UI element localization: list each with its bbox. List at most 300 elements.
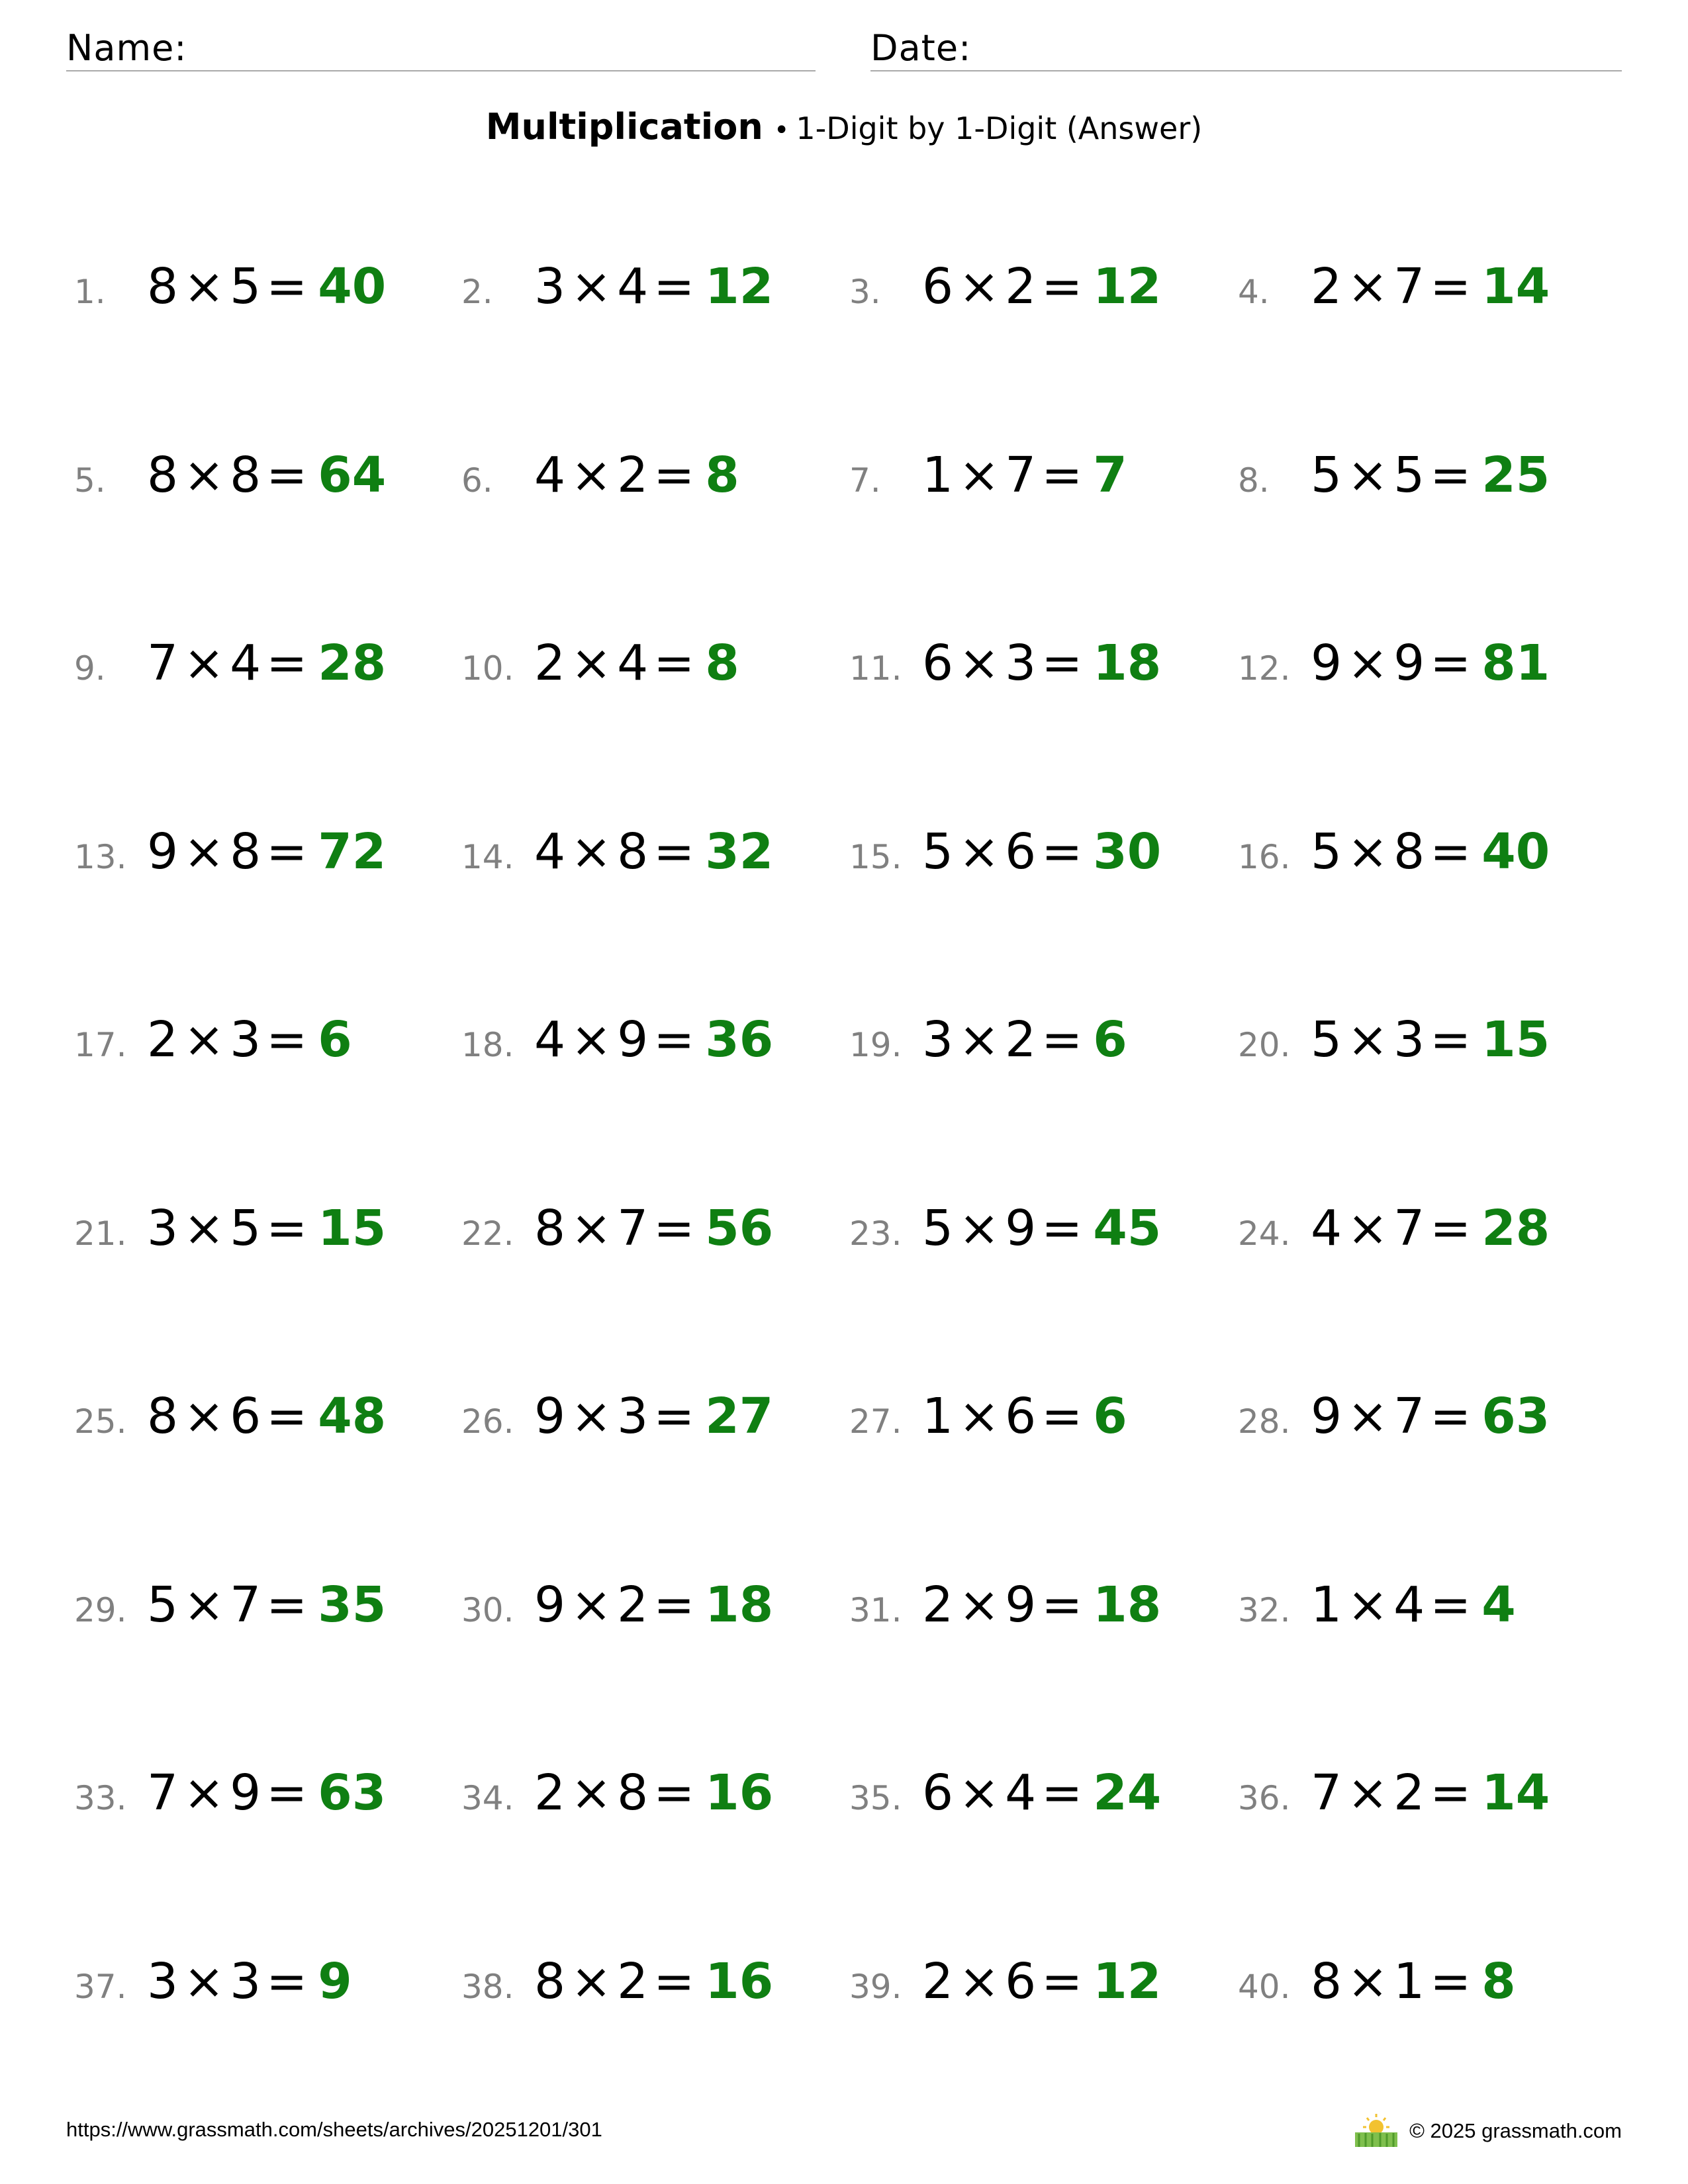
equals-sign: = xyxy=(1430,1011,1472,1068)
problem-item xyxy=(461,1953,773,2019)
problem-expression xyxy=(147,1388,312,1445)
times-sign: × xyxy=(959,258,1000,315)
problem-number: 27. xyxy=(849,1402,902,1441)
times-sign: × xyxy=(959,1576,1000,1633)
problem-number: 36. xyxy=(1238,1779,1291,1817)
factor-b: 9 xyxy=(1393,635,1425,692)
times-sign: × xyxy=(571,1200,612,1257)
worksheet-title xyxy=(0,106,1688,148)
problem-expression xyxy=(922,1388,1088,1445)
problem-expression xyxy=(1311,1200,1476,1257)
factor-b: 8 xyxy=(617,823,649,880)
factor-b: 2 xyxy=(1393,1764,1425,1821)
problem-item xyxy=(849,1200,1161,1266)
factor-a: 8 xyxy=(534,1953,566,2010)
equals-sign: = xyxy=(266,635,308,692)
problem-number: 6. xyxy=(461,461,493,500)
problem-expression xyxy=(147,258,312,315)
factor-b: 7 xyxy=(1393,258,1425,315)
equals-sign: = xyxy=(1041,1576,1083,1633)
factor-a: 8 xyxy=(147,1388,179,1445)
answer: 63 xyxy=(318,1764,387,1821)
factor-a: 5 xyxy=(1311,447,1342,504)
problem-item xyxy=(849,1388,1127,1454)
problem-expression xyxy=(922,823,1088,880)
problem-item xyxy=(74,823,386,889)
equals-sign: = xyxy=(1430,1953,1472,2010)
problem-number: 10. xyxy=(461,649,514,688)
problem-expression xyxy=(1311,1011,1476,1068)
factor-b: 6 xyxy=(1005,823,1037,880)
factor-a: 9 xyxy=(147,823,179,880)
times-sign: × xyxy=(183,258,225,315)
problem-expression xyxy=(1311,1576,1476,1633)
problem-expression xyxy=(922,1200,1088,1257)
problem-item xyxy=(461,1200,773,1266)
problem-item xyxy=(1238,1388,1550,1454)
factor-a: 5 xyxy=(1311,823,1342,880)
problem-number: 15. xyxy=(849,838,902,876)
factor-b: 7 xyxy=(230,1576,261,1633)
answer: 6 xyxy=(318,1011,352,1068)
answer: 12 xyxy=(1093,1953,1162,2010)
problem-item xyxy=(461,1576,773,1643)
problem-expression xyxy=(534,1953,700,2010)
factor-b: 9 xyxy=(617,1011,649,1068)
problem-number: 12. xyxy=(1238,649,1291,688)
equals-sign: = xyxy=(1041,258,1083,315)
problem-expression xyxy=(534,1388,700,1445)
factor-a: 8 xyxy=(534,1200,566,1257)
equals-sign: = xyxy=(1430,1388,1472,1445)
factor-a: 7 xyxy=(1311,1764,1342,1821)
equals-sign: = xyxy=(1041,1764,1083,1821)
equals-sign: = xyxy=(266,1011,308,1068)
problem-expression xyxy=(534,823,700,880)
answer: 16 xyxy=(705,1764,774,1821)
problem-number: 29. xyxy=(74,1591,127,1629)
factor-a: 5 xyxy=(922,823,954,880)
answer: 35 xyxy=(318,1576,387,1633)
answer: 36 xyxy=(705,1011,774,1068)
date-field[interactable] xyxy=(870,24,1622,71)
problem-expression xyxy=(147,635,312,692)
equals-sign: = xyxy=(1041,823,1083,880)
times-sign: × xyxy=(1347,447,1389,504)
answer: 12 xyxy=(1093,258,1162,315)
problem-number: 34. xyxy=(461,1779,514,1817)
factor-b: 2 xyxy=(617,1953,649,2010)
problem-expression xyxy=(1311,823,1476,880)
times-sign: × xyxy=(959,1388,1000,1445)
times-sign: × xyxy=(183,1953,225,2010)
factor-b: 6 xyxy=(1005,1388,1037,1445)
equals-sign: = xyxy=(653,635,695,692)
equals-sign: = xyxy=(266,447,308,504)
problem-item xyxy=(461,1011,773,1077)
equals-sign: = xyxy=(653,1953,695,2010)
equals-sign: = xyxy=(1430,823,1472,880)
factor-a: 3 xyxy=(147,1200,179,1257)
answer: 8 xyxy=(1481,1953,1516,2010)
factor-b: 3 xyxy=(1005,635,1037,692)
problem-item xyxy=(74,1200,386,1266)
times-sign: × xyxy=(183,1388,225,1445)
problem-item xyxy=(74,1011,352,1077)
problem-item xyxy=(1238,1576,1516,1643)
factor-a: 1 xyxy=(922,447,954,504)
factor-a: 2 xyxy=(534,1764,566,1821)
factor-b: 4 xyxy=(617,258,649,315)
answer: 48 xyxy=(318,1388,387,1445)
problem-item xyxy=(74,1764,386,1831)
factor-b: 4 xyxy=(1005,1764,1037,1821)
factor-a: 4 xyxy=(534,823,566,880)
equals-sign: = xyxy=(266,1764,308,1821)
times-sign: × xyxy=(959,1953,1000,2010)
problem-number: 31. xyxy=(849,1591,902,1629)
equals-sign: = xyxy=(653,447,695,504)
footer-copyright: © 2025 grassmath.com xyxy=(1409,2119,1622,2142)
problem-number: 8. xyxy=(1238,461,1270,500)
answer: 63 xyxy=(1481,1388,1550,1445)
problem-expression xyxy=(534,447,700,504)
problem-item xyxy=(849,1011,1127,1077)
problem-item xyxy=(74,1388,386,1454)
factor-b: 3 xyxy=(617,1388,649,1445)
problem-expression xyxy=(922,635,1088,692)
problem-item xyxy=(74,635,386,701)
problem-number: 28. xyxy=(1238,1402,1291,1441)
factor-a: 1 xyxy=(922,1388,954,1445)
problem-item xyxy=(1238,823,1550,889)
equals-sign: = xyxy=(266,258,308,315)
answer: 24 xyxy=(1093,1764,1162,1821)
factor-b: 4 xyxy=(617,635,649,692)
answer: 45 xyxy=(1093,1200,1162,1257)
problem-item xyxy=(461,1388,773,1454)
answer: 18 xyxy=(1093,635,1162,692)
equals-sign: = xyxy=(653,258,695,315)
equals-sign: = xyxy=(1041,1953,1083,2010)
problem-number: 5. xyxy=(74,461,106,500)
times-sign: × xyxy=(183,1200,225,1257)
factor-a: 6 xyxy=(922,258,954,315)
answer: 28 xyxy=(318,635,387,692)
factor-b: 5 xyxy=(1393,447,1425,504)
problem-number: 7. xyxy=(849,461,881,500)
factor-a: 4 xyxy=(534,447,566,504)
problem-item xyxy=(461,823,773,889)
problem-expression xyxy=(147,1764,312,1821)
answer: 9 xyxy=(318,1953,352,2010)
problem-number: 23. xyxy=(849,1214,902,1253)
problem-item xyxy=(849,635,1161,701)
answer: 8 xyxy=(705,635,739,692)
times-sign: × xyxy=(1347,635,1389,692)
problem-expression xyxy=(1311,1388,1476,1445)
factor-b: 5 xyxy=(230,258,261,315)
equals-sign: = xyxy=(653,1764,695,1821)
problem-expression xyxy=(534,1764,700,1821)
problem-expression xyxy=(147,1011,312,1068)
answer: 7 xyxy=(1093,447,1127,504)
times-sign: × xyxy=(183,447,225,504)
problem-item xyxy=(461,1764,773,1831)
factor-a: 8 xyxy=(1311,1953,1342,2010)
equals-sign: = xyxy=(1041,635,1083,692)
times-sign: × xyxy=(183,823,225,880)
factor-b: 7 xyxy=(1393,1200,1425,1257)
factor-a: 8 xyxy=(147,447,179,504)
times-sign: × xyxy=(571,447,612,504)
factor-b: 6 xyxy=(1005,1953,1037,2010)
problem-item xyxy=(1238,447,1550,513)
times-sign: × xyxy=(959,447,1000,504)
problem-item xyxy=(1238,635,1550,701)
equals-sign: = xyxy=(653,1576,695,1633)
problem-number: 26. xyxy=(461,1402,514,1441)
factor-b: 8 xyxy=(617,1764,649,1821)
equals-sign: = xyxy=(653,1200,695,1257)
answer: 28 xyxy=(1481,1200,1550,1257)
title-subtitle: 1-Digit by 1-Digit (Answer) xyxy=(796,111,1203,146)
problem-expression xyxy=(1311,635,1476,692)
problem-expression xyxy=(147,447,312,504)
problem-item xyxy=(849,1953,1161,2019)
problem-number: 25. xyxy=(74,1402,127,1441)
equals-sign: = xyxy=(653,1011,695,1068)
answer: 12 xyxy=(705,258,774,315)
problem-number: 33. xyxy=(74,1779,127,1817)
factor-a: 2 xyxy=(922,1576,954,1633)
problem-number: 21. xyxy=(74,1214,127,1253)
factor-b: 6 xyxy=(230,1388,261,1445)
factor-a: 2 xyxy=(1311,258,1342,315)
equals-sign: = xyxy=(1041,447,1083,504)
factor-a: 3 xyxy=(534,258,566,315)
answer: 40 xyxy=(318,258,387,315)
problem-expression xyxy=(534,258,700,315)
problem-expression xyxy=(922,447,1088,504)
problem-number: 22. xyxy=(461,1214,514,1253)
problem-item xyxy=(1238,1953,1516,2019)
title-separator: • xyxy=(773,115,790,146)
times-sign: × xyxy=(1347,1011,1389,1068)
problem-number: 39. xyxy=(849,1968,902,2006)
problem-item xyxy=(74,258,386,324)
factor-a: 9 xyxy=(1311,1388,1342,1445)
problem-item xyxy=(849,1576,1161,1643)
problem-item xyxy=(1238,1200,1550,1266)
factor-b: 2 xyxy=(617,447,649,504)
times-sign: × xyxy=(959,1200,1000,1257)
problem-number: 11. xyxy=(849,649,902,688)
problem-number: 4. xyxy=(1238,273,1270,311)
factor-a: 9 xyxy=(1311,635,1342,692)
factor-a: 7 xyxy=(147,635,179,692)
answer: 32 xyxy=(705,823,774,880)
factor-b: 8 xyxy=(1393,823,1425,880)
problem-number: 37. xyxy=(74,1968,127,2006)
problem-expression xyxy=(922,1953,1088,2010)
answer: 14 xyxy=(1481,258,1550,315)
problem-item xyxy=(849,1764,1161,1831)
times-sign: × xyxy=(183,1576,225,1633)
factor-b: 9 xyxy=(230,1764,261,1821)
problem-expression xyxy=(922,1764,1088,1821)
factor-a: 8 xyxy=(147,258,179,315)
problem-item xyxy=(461,258,773,324)
factor-b: 8 xyxy=(230,823,261,880)
equals-sign: = xyxy=(1430,1576,1472,1633)
times-sign: × xyxy=(571,1764,612,1821)
problem-item xyxy=(461,447,739,513)
equals-sign: = xyxy=(1430,258,1472,315)
problem-expression xyxy=(1311,447,1476,504)
factor-b: 3 xyxy=(230,1953,261,2010)
problem-expression xyxy=(147,823,312,880)
problem-expression xyxy=(922,1576,1088,1633)
problem-number: 19. xyxy=(849,1026,902,1064)
answer: 15 xyxy=(318,1200,387,1257)
problem-item xyxy=(849,823,1161,889)
equals-sign: = xyxy=(1430,635,1472,692)
times-sign: × xyxy=(1347,1576,1389,1633)
problem-expression xyxy=(147,1576,312,1633)
times-sign: × xyxy=(183,1011,225,1068)
times-sign: × xyxy=(1347,1200,1389,1257)
equals-sign: = xyxy=(266,823,308,880)
times-sign: × xyxy=(571,1576,612,1633)
factor-a: 4 xyxy=(534,1011,566,1068)
answer: 16 xyxy=(705,1953,774,2010)
answer: 4 xyxy=(1481,1576,1516,1633)
problem-expression xyxy=(534,1200,700,1257)
date-label: Date: xyxy=(870,27,972,69)
problem-number: 3. xyxy=(849,273,881,311)
equals-sign: = xyxy=(1430,447,1472,504)
factor-b: 2 xyxy=(1005,1011,1037,1068)
problem-expression xyxy=(534,635,700,692)
problem-number: 16. xyxy=(1238,838,1291,876)
answer: 27 xyxy=(705,1388,774,1445)
problem-item xyxy=(849,447,1127,513)
answer: 30 xyxy=(1093,823,1162,880)
problem-number: 20. xyxy=(1238,1026,1291,1064)
problem-expression xyxy=(1311,1764,1476,1821)
problem-expression xyxy=(1311,1953,1476,2010)
footer-url: https://www.grassmath.com/sheets/archives/20251201/301 xyxy=(66,2118,602,2141)
answer: 72 xyxy=(318,823,387,880)
factor-a: 9 xyxy=(534,1576,566,1633)
problem-number: 40. xyxy=(1238,1968,1291,2006)
factor-a: 2 xyxy=(534,635,566,692)
factor-a: 3 xyxy=(922,1011,954,1068)
times-sign: × xyxy=(571,823,612,880)
problem-number: 24. xyxy=(1238,1214,1291,1253)
times-sign: × xyxy=(1347,1764,1389,1821)
factor-b: 7 xyxy=(1005,447,1037,504)
problem-number: 13. xyxy=(74,838,127,876)
times-sign: × xyxy=(571,1011,612,1068)
times-sign: × xyxy=(959,635,1000,692)
problem-item xyxy=(74,1576,386,1643)
answer: 14 xyxy=(1481,1764,1550,1821)
answer: 81 xyxy=(1481,635,1550,692)
factor-a: 5 xyxy=(922,1200,954,1257)
factor-b: 2 xyxy=(617,1576,649,1633)
problem-expression xyxy=(534,1011,700,1068)
problem-expression xyxy=(1311,258,1476,315)
problem-item xyxy=(1238,1011,1550,1077)
times-sign: × xyxy=(571,258,612,315)
factor-b: 5 xyxy=(230,1200,261,1257)
factor-a: 7 xyxy=(147,1764,179,1821)
equals-sign: = xyxy=(1041,1388,1083,1445)
name-label: Name: xyxy=(66,27,187,69)
answer: 40 xyxy=(1481,823,1550,880)
equals-sign: = xyxy=(1430,1200,1472,1257)
problem-number: 32. xyxy=(1238,1591,1291,1629)
factor-a: 3 xyxy=(147,1953,179,2010)
problem-number: 38. xyxy=(461,1968,514,2006)
name-field[interactable] xyxy=(66,24,816,71)
factor-a: 2 xyxy=(922,1953,954,2010)
problem-number: 1. xyxy=(74,273,106,311)
problem-item xyxy=(1238,1764,1550,1831)
factor-b: 9 xyxy=(1005,1576,1037,1633)
problem-expression xyxy=(534,1576,700,1633)
factor-b: 2 xyxy=(1005,258,1037,315)
factor-a: 1 xyxy=(1311,1576,1342,1633)
factor-a: 5 xyxy=(1311,1011,1342,1068)
times-sign: × xyxy=(959,1011,1000,1068)
equals-sign: = xyxy=(1041,1200,1083,1257)
equals-sign: = xyxy=(653,1388,695,1445)
times-sign: × xyxy=(183,635,225,692)
problem-expression xyxy=(922,258,1088,315)
equals-sign: = xyxy=(266,1200,308,1257)
problem-number: 14. xyxy=(461,838,514,876)
equals-sign: = xyxy=(266,1576,308,1633)
answer: 6 xyxy=(1093,1388,1127,1445)
answer: 25 xyxy=(1481,447,1550,504)
factor-b: 9 xyxy=(1005,1200,1037,1257)
times-sign: × xyxy=(959,1764,1000,1821)
factor-b: 4 xyxy=(230,635,261,692)
problem-expression xyxy=(147,1953,312,2010)
answer: 6 xyxy=(1093,1011,1127,1068)
times-sign: × xyxy=(571,1388,612,1445)
factor-a: 4 xyxy=(1311,1200,1342,1257)
times-sign: × xyxy=(959,823,1000,880)
answer: 56 xyxy=(705,1200,774,1257)
problem-number: 30. xyxy=(461,1591,514,1629)
problem-expression xyxy=(922,1011,1088,1068)
factor-a: 6 xyxy=(922,635,954,692)
times-sign: × xyxy=(183,1764,225,1821)
answer: 18 xyxy=(705,1576,774,1633)
problem-number: 35. xyxy=(849,1779,902,1817)
factor-a: 5 xyxy=(147,1576,179,1633)
sun-over-grass-icon xyxy=(1351,2111,1401,2151)
equals-sign: = xyxy=(266,1388,308,1445)
times-sign: × xyxy=(1347,1953,1389,2010)
factor-b: 1 xyxy=(1393,1953,1425,2010)
factor-a: 2 xyxy=(147,1011,179,1068)
problem-item xyxy=(849,258,1161,324)
